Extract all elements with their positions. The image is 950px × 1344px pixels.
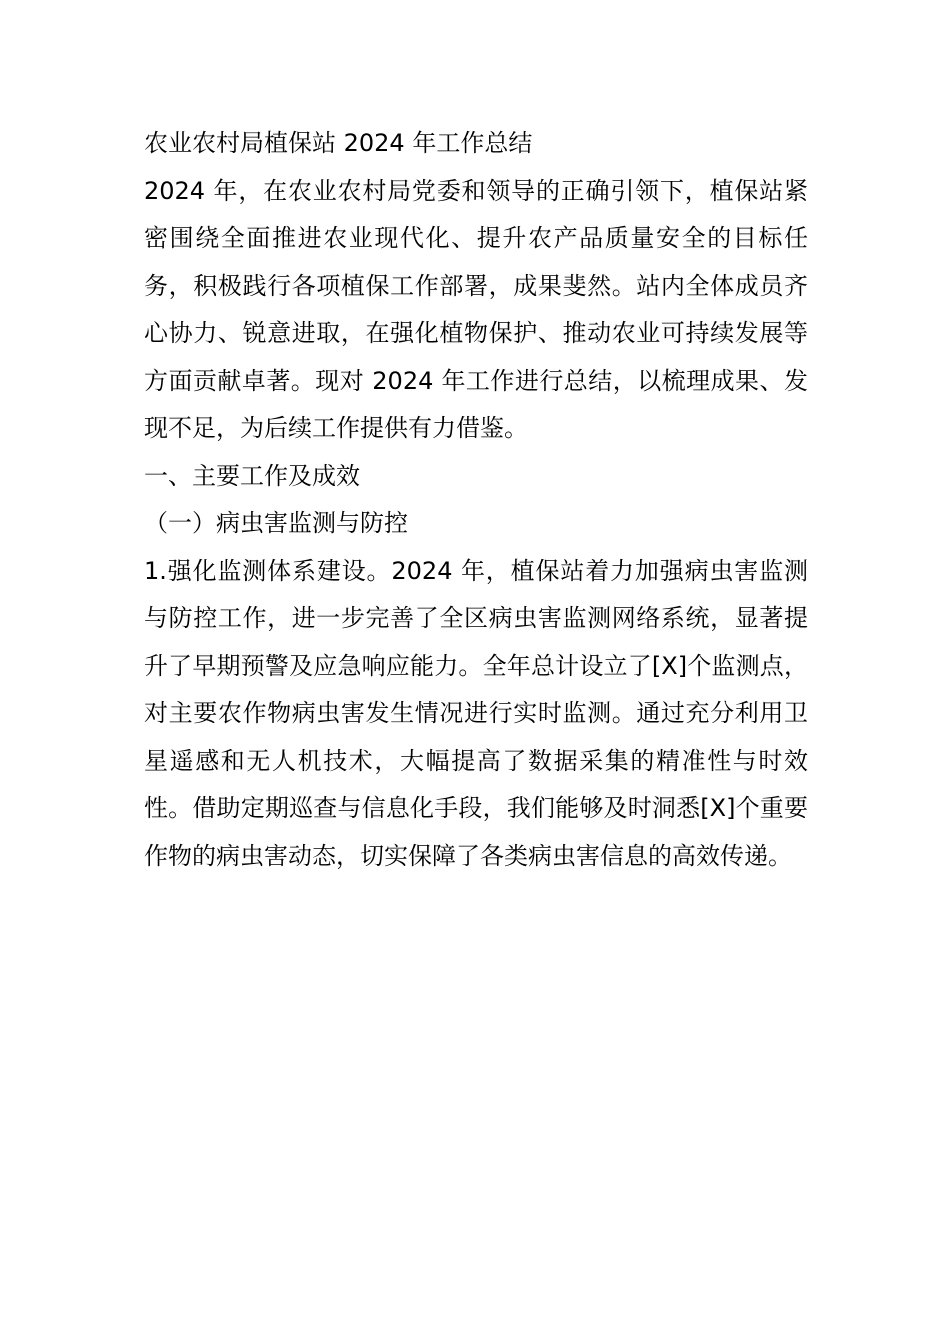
section-heading: 一、主要工作及成效 [144, 461, 360, 490]
intro-paragraph: 2024 年，在农业农村局党委和领导的正确引领下，植保站紧密围绕全面推进农业现代化、提升农产品质量安全的目标任务，积极践行各项植保工作部署，成果斐然。站内全体成员齐心协力、锐意进取，在强化植物保护、推动农业可持续发展等方面贡献卓著。现对 2024 年工作进行总结，以梳理成果、发现不足，为后续工作提供有力借鉴。 [144, 176, 808, 442]
item-paragraph: 1.强化监测体系建设。2024 年，植保站着力加强病虫害监测与防控工作，进一步完善了全区病虫害监测网络系统，显著提升了早期预警及应急响应能力。全年总计设立了[X]个监测点，对主要农作物病虫害发生情况进行实时监测。通过充分利用卫星遥感和无人机技术，大幅提高了数据采集的精准性与时效性。借助定期巡查与信息化手段，我们能够及时洞悉[X]个重要作物的病虫害动态，切实保障了各类病虫害信息的高效传递。 [144, 556, 808, 870]
document-title: 农业农村局植保站 2024 年工作总结 [144, 129, 533, 157]
document-body [144, 120, 808, 880]
subsection-heading: （一）病虫害监测与防控 [144, 509, 408, 537]
